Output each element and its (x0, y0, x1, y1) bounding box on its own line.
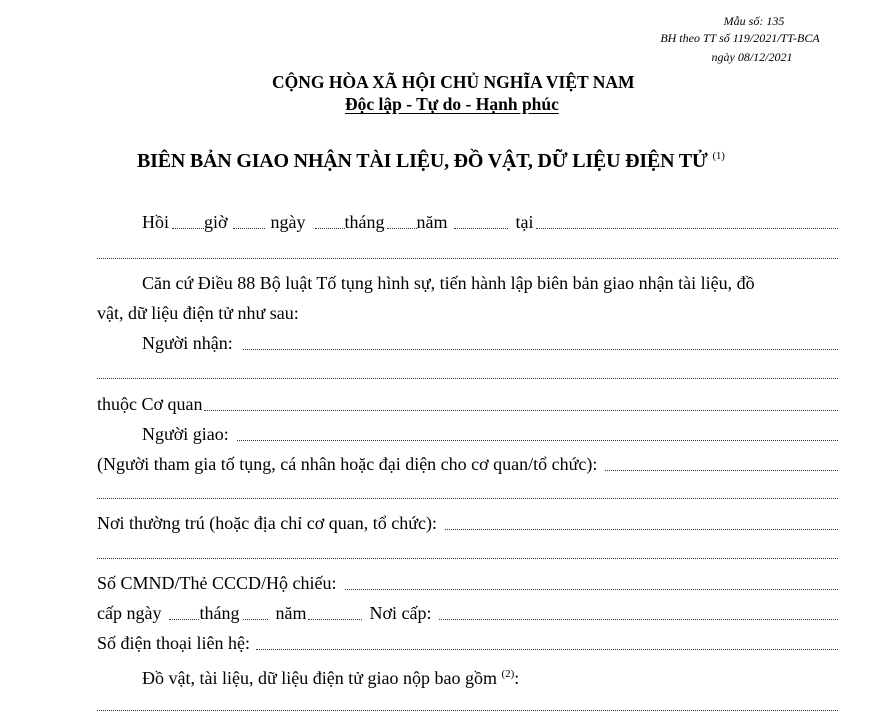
label-residence: Nơi thường trú (hoặc địa chỉ cơ quan, tổ chức): (97, 513, 437, 533)
field-participant-cont[interactable] (97, 498, 838, 499)
field-place[interactable] (536, 228, 838, 229)
motto: Độc lập - Tự do - Hạnh phúc (345, 94, 559, 114)
field-day[interactable] (315, 228, 345, 229)
label-agency: thuộc Cơ quan (97, 394, 203, 414)
participant-line (97, 454, 838, 476)
field-hour[interactable] (172, 228, 204, 229)
label-id-number: Số CMND/Thẻ CCCD/Hộ chiếu: (97, 573, 337, 593)
field-agency[interactable] (204, 410, 838, 411)
field-phone[interactable] (256, 649, 838, 650)
field-giver[interactable] (237, 440, 838, 441)
nation-header: CỘNG HÒA XÃ HỘI CHỦ NGHĨA VIỆT NAM (272, 72, 635, 92)
field-month[interactable] (387, 228, 417, 229)
form-reference (640, 14, 840, 64)
field-id-number[interactable] (345, 589, 838, 590)
basis-line-1: Căn cứ Điều 88 Bộ luật Tố tụng hình sự, tiến hành lập biên bản giao nhận tài liệu, đồ (142, 273, 755, 293)
items-colon: : (514, 668, 520, 688)
label-giver: Người giao: (142, 424, 229, 444)
form-legal-basis: BH theo TT số 119/2021/TT-BCA (660, 31, 820, 45)
footnote-2: (2) (501, 668, 515, 680)
giver-line (142, 424, 838, 446)
form-number: Mẫu số: 135 (723, 14, 785, 28)
label-participant: (Người tham gia tố tụng, cá nhân hoặc đại diện cho cơ quan/tổ chức): (97, 454, 598, 474)
time-place-line (142, 212, 838, 234)
form-date: ngày 08/12/2021 (711, 50, 793, 64)
label-receiver: Người nhận: (142, 333, 233, 353)
document-title (137, 150, 725, 173)
id-line (97, 573, 838, 595)
field-items[interactable] (97, 710, 838, 711)
label-issue-month: tháng (199, 603, 240, 623)
phone-line (97, 633, 838, 655)
field-receiver-cont[interactable] (97, 378, 838, 379)
field-receiver[interactable] (243, 349, 838, 350)
label-gio: giờ (204, 212, 228, 232)
field-issue-month[interactable] (243, 619, 268, 620)
field-year[interactable] (454, 228, 508, 229)
label-phone: Số điện thoại liên hệ: (97, 633, 250, 653)
field-issue-day[interactable] (169, 619, 199, 620)
field-place-cont[interactable] (97, 258, 838, 259)
receiver-line (142, 333, 838, 355)
field-issue-year[interactable] (308, 619, 362, 620)
label-hoi: Hồi (142, 212, 169, 232)
basis-line-2: vật, dữ liệu điện tử như sau: (97, 303, 299, 323)
label-issue-date: cấp ngày (97, 603, 162, 623)
label-ngay: ngày (270, 212, 306, 232)
field-residence[interactable] (445, 529, 838, 530)
label-thang: tháng (344, 212, 385, 232)
field-minute[interactable] (233, 228, 265, 229)
items-heading (142, 664, 519, 688)
label-issue-place: Nơi cấp: (369, 603, 432, 623)
label-nam: năm (416, 212, 448, 232)
residence-line (97, 513, 838, 535)
label-tai: tại (515, 212, 534, 232)
agency-line (97, 394, 838, 416)
label-issue-year: năm (275, 603, 307, 623)
field-issue-place[interactable] (439, 619, 838, 620)
footnote-1: (1) (712, 150, 725, 162)
label-items: Đồ vật, tài liệu, dữ liệu điện tử giao nộp bao gồm (142, 668, 497, 688)
issue-line (97, 603, 838, 625)
field-residence-cont[interactable] (97, 558, 838, 559)
field-participant[interactable] (605, 470, 838, 471)
document-title-text: BIÊN BẢN GIAO NHẬN TÀI LIỆU, ĐỒ VẬT, DỮ LIỆU ĐIỆN TỬ (137, 150, 708, 172)
